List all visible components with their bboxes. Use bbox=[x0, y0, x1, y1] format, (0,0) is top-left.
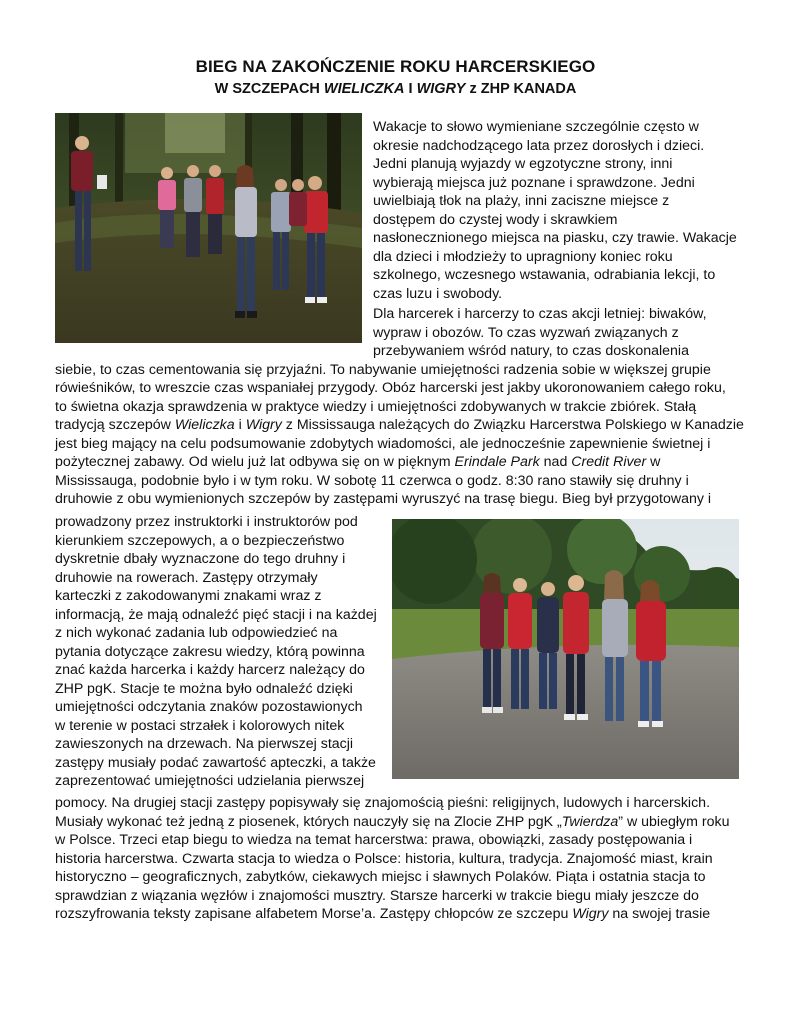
subtitle-part: I bbox=[404, 81, 417, 97]
paragraph-4-lines-a bbox=[55, 794, 729, 813]
text-line: znać każda harcerka i każdy harcerz należący do bbox=[55, 662, 365, 678]
text-line: umiejętności odczytania znaków pozostawionych bbox=[55, 699, 363, 715]
text-line: Dla harcerek i harcerzy to czas akcji letniej: biwaków, bbox=[373, 306, 707, 322]
text-line: dyskretnie dbały wyznaczone do tego druhny i bbox=[55, 551, 346, 567]
text-line: zastępy musiały podać zawartość apteczki, a także bbox=[55, 754, 376, 771]
paragraph-2-indented-lines bbox=[55, 305, 744, 361]
text-line: okresie nadchodzącego lata przez dorosłych i dzieci. bbox=[373, 137, 705, 154]
text-line: Mississauga, podobnie było i w tym roku. W sobotę 11 czerwca o godz. 8:30 rano stawiły się druhny i bbox=[55, 472, 689, 489]
paragraph-2 bbox=[55, 305, 744, 509]
text-line: w Polsce. Trzeci etap biegu to wiedza na temat harcerstwa: prawa, obowiązki, zasady postępowania i bbox=[55, 832, 693, 848]
text-run: nad bbox=[539, 454, 572, 470]
text-line: historyczno – geograficznych, zabytków, ciekawych miejsc i sławnych Polaków. Piąta i ostatnia stacja to bbox=[55, 869, 706, 885]
text-line: rówieśników, to wreszcie czas wspaniałej przygody. Obóz harcerski jest jakby ukoronowaniem całego roku, bbox=[55, 380, 726, 396]
paragraph-1 bbox=[373, 118, 737, 303]
text-line: wypraw i obozów. To czas wyzwań związanych z bbox=[373, 324, 679, 341]
text-run: pożytecznej zabawy. Od wielu już lat odbywa się on w pięknym bbox=[55, 454, 455, 470]
text-line: zaprezentować umiejętności udzielania pierwszej bbox=[55, 773, 365, 789]
paragraph-2-tail-lines bbox=[55, 472, 744, 509]
text-line: przebywaniem wśród natury, to czas doskonalenia bbox=[373, 343, 689, 359]
text-run-italic: Credit River bbox=[571, 454, 647, 470]
text-run: na swojej trasie bbox=[608, 906, 711, 922]
text-line: Wakacje to słowo wymieniane szczególnie często w bbox=[373, 119, 699, 135]
text-run: Musiały wykonać też jedną z piosenek, których nauczyły się na Zlocie ZHP pgK „ bbox=[55, 813, 562, 830]
paragraph-2-full-lines bbox=[55, 361, 744, 417]
text-line: historia harcerstwa. Czwarta stacja to wiedza o Polsce: historia, kultura, tradycja. Znajomość miast, krain bbox=[55, 850, 713, 867]
text-line: zawieszonych na drzewach. Na pierwszej stacji bbox=[55, 736, 354, 752]
text-line: pytania dotyczące zakresu wiedzy, którą powinna bbox=[55, 643, 365, 660]
text-line: Jedni planują wyjazdy w egzotyczne strony, inni bbox=[373, 156, 673, 172]
text-line: z nich wykonać zadania lub odpowiedzieć na bbox=[55, 625, 338, 641]
text-run: i bbox=[234, 417, 246, 433]
text-run-italic: Wieliczka bbox=[174, 417, 235, 433]
text-line: dla dzieci i młodzieży to upragniony koniec roku bbox=[373, 248, 673, 265]
text-line bbox=[55, 453, 744, 472]
text-line: karteczki z zakodowanymi znakami wraz z bbox=[55, 588, 322, 604]
subtitle-part: z ZHP KANADA bbox=[465, 81, 577, 97]
text-line: sprawdzian z wiązania węzłów i znajomości musztry. Starsze harcerki w trakcie biegu miały jeszcze do bbox=[55, 887, 699, 904]
text-line bbox=[55, 905, 729, 924]
text-line: prowadzony przez instruktorki i instruktorów pod bbox=[55, 514, 358, 530]
text-run-italic: Wigry bbox=[572, 906, 609, 922]
paragraph-4 bbox=[55, 794, 729, 924]
text-line: informacją, że mają odnaleźć pięć stacji i na każdej bbox=[55, 606, 377, 623]
text-line: druhowie z obu wymienionych szczepów by zastępami wyruszyć na trasę biegu. Bieg był przygotowany i bbox=[55, 491, 712, 507]
text-line: nasłonecznionego miejsca na piasku, czy trawie. Wakacje bbox=[373, 230, 737, 246]
text-line: kierunkiem szczepowych, a o bezpieczeństwo bbox=[55, 532, 345, 549]
paragraph-4-lines-b bbox=[55, 831, 729, 924]
text-line: w terenie w postaci strzałek i kolorowych nitek bbox=[55, 717, 345, 734]
page-subtitle bbox=[0, 81, 791, 97]
text-run: rozszyfrowania teksty zapisane alfabetem Morse’a. Zastępy chłopców ze szczepu bbox=[55, 906, 573, 922]
text-line: czas luzu i swobody. bbox=[373, 285, 503, 302]
text-line: ZHP pgK. Stacje te można było odnaleźć dzięki bbox=[55, 680, 353, 697]
text-line: druhowie na rowerach. Zastępy otrzymały bbox=[55, 569, 318, 586]
text-run: z Mississauga należących do Związku Harcerstwa Polskiego w Kanadzie bbox=[281, 417, 744, 433]
group-on-gravel-road-photo bbox=[392, 519, 739, 779]
subtitle-wieliczka: WIELICZKA bbox=[323, 81, 405, 97]
text-line: dostępem do czystej wody i skrawkiem bbox=[373, 211, 618, 228]
paragraph-3 bbox=[55, 513, 377, 791]
text-run: tradycją szczepów bbox=[55, 417, 175, 433]
text-line: jest bieg mający na celu podsumowanie zdobytych wiadomości, ale jednocześnie zapewnienie świetnej i bbox=[55, 435, 711, 452]
text-run-italic: Twierdza bbox=[561, 813, 619, 830]
text-line: to świetna okazja sprawdzenia w praktyce wiedzy i umiejętności zdobywanych w trakcie zbiórek. Stałą bbox=[55, 398, 697, 415]
text-line: pomocy. Na drugiej stacji zastępy popisywały się znajomością pieśni: religijnych, ludowych i harcerskich. bbox=[55, 795, 711, 811]
subtitle-part: W SZCZEPACH bbox=[214, 81, 324, 97]
text-line bbox=[55, 813, 729, 832]
text-run-italic: Wigry bbox=[245, 417, 282, 433]
text-run-italic: Erindale Park bbox=[454, 454, 540, 470]
text-line: wybierają miejsca już poznane i sprawdzone. Jedni bbox=[373, 174, 695, 191]
text-line: uwielbiają tłok na plaży, inni zaciszne miejsce z bbox=[373, 193, 670, 209]
page-title: BIEG NA ZAKOŃCZENIE ROKU HARCERSKIEGO bbox=[195, 57, 596, 76]
text-line: szkolnego, wczesnego wstawania, odrabiania lekcji, to bbox=[373, 267, 716, 283]
text-line: siebie, to czas cementowania się przyjaźni. To nabywanie umiejętności radzenia sobie w większej grupie bbox=[55, 361, 711, 378]
subtitle-wigry: WIGRY bbox=[416, 81, 466, 97]
text-run: w bbox=[646, 454, 661, 470]
text-line bbox=[55, 416, 744, 435]
text-run: ” w ubiegłym roku bbox=[618, 813, 730, 830]
